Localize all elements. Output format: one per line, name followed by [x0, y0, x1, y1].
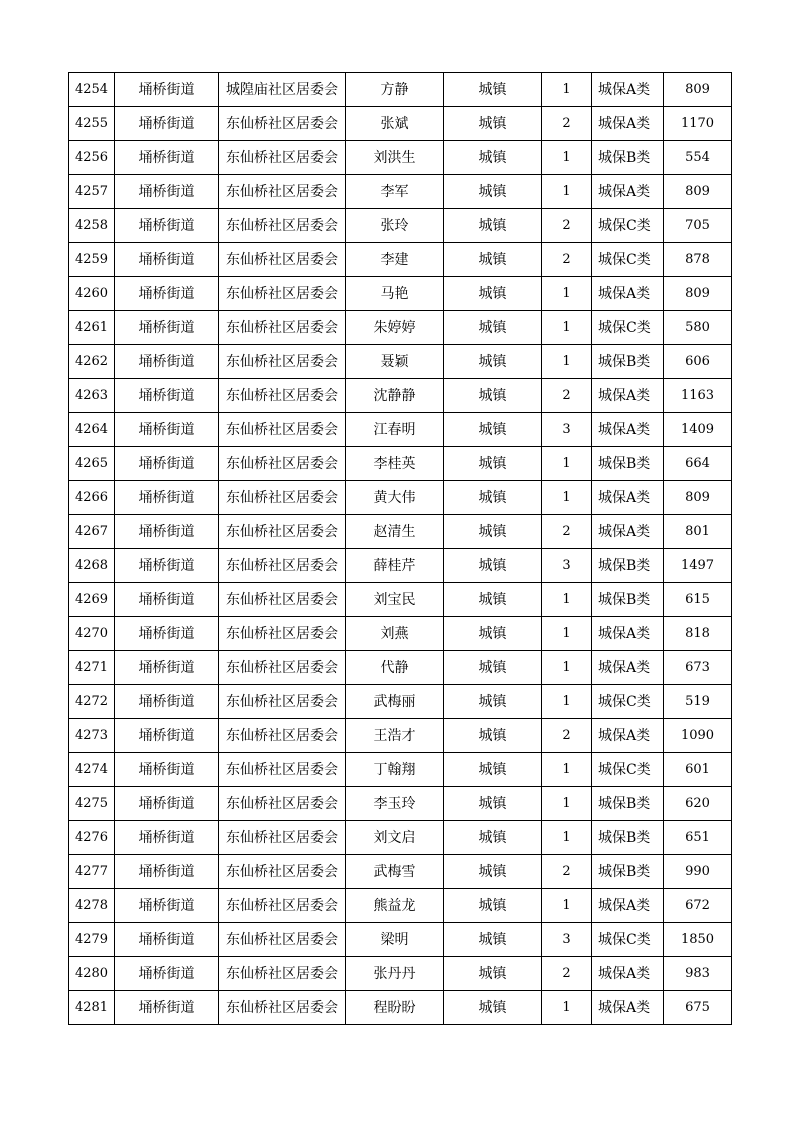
area-type-cell: 城镇 [444, 209, 542, 243]
category-cell: 城保B类 [592, 141, 664, 175]
street-cell: 埇桥街道 [115, 923, 219, 957]
category-cell: 城保B类 [592, 855, 664, 889]
table-row [69, 821, 732, 855]
community-cell: 城隍庙社区居委会 [219, 73, 346, 107]
community-cell: 东仙桥社区居委会 [219, 957, 346, 991]
community-cell: 东仙桥社区居委会 [219, 549, 346, 583]
table-row [69, 345, 732, 379]
street-cell: 埇桥街道 [115, 957, 219, 991]
street-cell: 埇桥街道 [115, 345, 219, 379]
person-name-cell: 武梅丽 [346, 685, 444, 719]
roster-table [68, 72, 732, 1025]
record-id-cell: 4258 [69, 209, 115, 243]
category-cell: 城保A类 [592, 175, 664, 209]
person-name-cell: 张玲 [346, 209, 444, 243]
person-name-cell: 梁明 [346, 923, 444, 957]
amount-cell: 606 [664, 345, 732, 379]
street-cell: 埇桥街道 [115, 753, 219, 787]
category-cell: 城保C类 [592, 243, 664, 277]
category-cell: 城保A类 [592, 481, 664, 515]
street-cell: 埇桥街道 [115, 515, 219, 549]
street-cell: 埇桥街道 [115, 821, 219, 855]
street-cell: 埇桥街道 [115, 209, 219, 243]
table-row [69, 141, 732, 175]
area-type-cell: 城镇 [444, 447, 542, 481]
community-cell: 东仙桥社区居委会 [219, 719, 346, 753]
household-count-cell: 2 [542, 209, 592, 243]
household-count-cell: 1 [542, 617, 592, 651]
table-row [69, 447, 732, 481]
street-cell: 埇桥街道 [115, 107, 219, 141]
amount-cell: 1170 [664, 107, 732, 141]
category-cell: 城保A类 [592, 413, 664, 447]
area-type-cell: 城镇 [444, 73, 542, 107]
street-cell: 埇桥街道 [115, 583, 219, 617]
record-id-cell: 4254 [69, 73, 115, 107]
category-cell: 城保A类 [592, 107, 664, 141]
community-cell: 东仙桥社区居委会 [219, 209, 346, 243]
amount-cell: 1163 [664, 379, 732, 413]
street-cell: 埇桥街道 [115, 787, 219, 821]
area-type-cell: 城镇 [444, 855, 542, 889]
area-type-cell: 城镇 [444, 311, 542, 345]
category-cell: 城保C类 [592, 753, 664, 787]
person-name-cell: 刘燕 [346, 617, 444, 651]
area-type-cell: 城镇 [444, 345, 542, 379]
category-cell: 城保A类 [592, 515, 664, 549]
person-name-cell: 聂颖 [346, 345, 444, 379]
person-name-cell: 刘文启 [346, 821, 444, 855]
category-cell: 城保B类 [592, 821, 664, 855]
amount-cell: 1409 [664, 413, 732, 447]
street-cell: 埇桥街道 [115, 719, 219, 753]
community-cell: 东仙桥社区居委会 [219, 379, 346, 413]
community-cell: 东仙桥社区居委会 [219, 991, 346, 1025]
household-count-cell: 1 [542, 311, 592, 345]
area-type-cell: 城镇 [444, 923, 542, 957]
street-cell: 埇桥街道 [115, 855, 219, 889]
household-count-cell: 3 [542, 923, 592, 957]
person-name-cell: 赵清生 [346, 515, 444, 549]
record-id-cell: 4271 [69, 651, 115, 685]
community-cell: 东仙桥社区居委会 [219, 175, 346, 209]
street-cell: 埇桥街道 [115, 481, 219, 515]
area-type-cell: 城镇 [444, 141, 542, 175]
household-count-cell: 1 [542, 447, 592, 481]
category-cell: 城保B类 [592, 549, 664, 583]
person-name-cell: 张斌 [346, 107, 444, 141]
record-id-cell: 4261 [69, 311, 115, 345]
area-type-cell: 城镇 [444, 243, 542, 277]
category-cell: 城保A类 [592, 651, 664, 685]
category-cell: 城保C类 [592, 923, 664, 957]
table-row [69, 957, 732, 991]
amount-cell: 664 [664, 447, 732, 481]
area-type-cell: 城镇 [444, 583, 542, 617]
amount-cell: 1850 [664, 923, 732, 957]
street-cell: 埇桥街道 [115, 311, 219, 345]
table-row [69, 787, 732, 821]
community-cell: 东仙桥社区居委会 [219, 821, 346, 855]
amount-cell: 809 [664, 481, 732, 515]
table-row [69, 243, 732, 277]
community-cell: 东仙桥社区居委会 [219, 923, 346, 957]
table-row [69, 379, 732, 413]
street-cell: 埇桥街道 [115, 175, 219, 209]
area-type-cell: 城镇 [444, 821, 542, 855]
person-name-cell: 代静 [346, 651, 444, 685]
category-cell: 城保A类 [592, 73, 664, 107]
street-cell: 埇桥街道 [115, 991, 219, 1025]
community-cell: 东仙桥社区居委会 [219, 753, 346, 787]
household-count-cell: 1 [542, 889, 592, 923]
person-name-cell: 李桂英 [346, 447, 444, 481]
household-count-cell: 1 [542, 651, 592, 685]
table-row [69, 413, 732, 447]
community-cell: 东仙桥社区居委会 [219, 311, 346, 345]
person-name-cell: 刘洪生 [346, 141, 444, 175]
amount-cell: 554 [664, 141, 732, 175]
category-cell: 城保A类 [592, 277, 664, 311]
household-count-cell: 1 [542, 345, 592, 379]
table-row [69, 175, 732, 209]
table-row [69, 617, 732, 651]
street-cell: 埇桥街道 [115, 889, 219, 923]
community-cell: 东仙桥社区居委会 [219, 685, 346, 719]
household-count-cell: 1 [542, 481, 592, 515]
household-count-cell: 3 [542, 549, 592, 583]
amount-cell: 615 [664, 583, 732, 617]
household-count-cell: 2 [542, 515, 592, 549]
record-id-cell: 4264 [69, 413, 115, 447]
community-cell: 东仙桥社区居委会 [219, 345, 346, 379]
category-cell: 城保B类 [592, 345, 664, 379]
community-cell: 东仙桥社区居委会 [219, 617, 346, 651]
record-id-cell: 4277 [69, 855, 115, 889]
table-row [69, 73, 732, 107]
area-type-cell: 城镇 [444, 107, 542, 141]
record-id-cell: 4267 [69, 515, 115, 549]
table-row [69, 277, 732, 311]
table-row [69, 583, 732, 617]
table-row [69, 923, 732, 957]
record-id-cell: 4266 [69, 481, 115, 515]
category-cell: 城保C类 [592, 685, 664, 719]
street-cell: 埇桥街道 [115, 685, 219, 719]
record-id-cell: 4269 [69, 583, 115, 617]
record-id-cell: 4268 [69, 549, 115, 583]
category-cell: 城保A类 [592, 617, 664, 651]
street-cell: 埇桥街道 [115, 73, 219, 107]
street-cell: 埇桥街道 [115, 549, 219, 583]
record-id-cell: 4257 [69, 175, 115, 209]
community-cell: 东仙桥社区居委会 [219, 243, 346, 277]
table-row [69, 855, 732, 889]
community-cell: 东仙桥社区居委会 [219, 413, 346, 447]
amount-cell: 1090 [664, 719, 732, 753]
street-cell: 埇桥街道 [115, 447, 219, 481]
record-id-cell: 4256 [69, 141, 115, 175]
household-count-cell: 1 [542, 141, 592, 175]
category-cell: 城保A类 [592, 719, 664, 753]
household-count-cell: 1 [542, 753, 592, 787]
record-id-cell: 4275 [69, 787, 115, 821]
table-row [69, 481, 732, 515]
table-row [69, 889, 732, 923]
household-count-cell: 1 [542, 175, 592, 209]
area-type-cell: 城镇 [444, 685, 542, 719]
record-id-cell: 4274 [69, 753, 115, 787]
amount-cell: 601 [664, 753, 732, 787]
area-type-cell: 城镇 [444, 991, 542, 1025]
area-type-cell: 城镇 [444, 787, 542, 821]
record-id-cell: 4255 [69, 107, 115, 141]
table-row [69, 991, 732, 1025]
street-cell: 埇桥街道 [115, 141, 219, 175]
area-type-cell: 城镇 [444, 277, 542, 311]
amount-cell: 809 [664, 73, 732, 107]
person-name-cell: 武梅雪 [346, 855, 444, 889]
record-id-cell: 4276 [69, 821, 115, 855]
person-name-cell: 朱婷婷 [346, 311, 444, 345]
category-cell: 城保A类 [592, 957, 664, 991]
amount-cell: 672 [664, 889, 732, 923]
amount-cell: 580 [664, 311, 732, 345]
person-name-cell: 黄大伟 [346, 481, 444, 515]
record-id-cell: 4278 [69, 889, 115, 923]
street-cell: 埇桥街道 [115, 413, 219, 447]
person-name-cell: 刘宝民 [346, 583, 444, 617]
category-cell: 城保B类 [592, 583, 664, 617]
household-count-cell: 1 [542, 583, 592, 617]
area-type-cell: 城镇 [444, 889, 542, 923]
area-type-cell: 城镇 [444, 379, 542, 413]
amount-cell: 809 [664, 277, 732, 311]
community-cell: 东仙桥社区居委会 [219, 481, 346, 515]
household-count-cell: 1 [542, 73, 592, 107]
household-count-cell: 1 [542, 821, 592, 855]
household-count-cell: 1 [542, 277, 592, 311]
record-id-cell: 4273 [69, 719, 115, 753]
table-row [69, 107, 732, 141]
category-cell: 城保B类 [592, 447, 664, 481]
street-cell: 埇桥街道 [115, 277, 219, 311]
amount-cell: 818 [664, 617, 732, 651]
amount-cell: 983 [664, 957, 732, 991]
street-cell: 埇桥街道 [115, 379, 219, 413]
household-count-cell: 3 [542, 413, 592, 447]
person-name-cell: 丁翰翔 [346, 753, 444, 787]
record-id-cell: 4260 [69, 277, 115, 311]
category-cell: 城保A类 [592, 991, 664, 1025]
community-cell: 东仙桥社区居委会 [219, 787, 346, 821]
amount-cell: 673 [664, 651, 732, 685]
area-type-cell: 城镇 [444, 481, 542, 515]
person-name-cell: 方静 [346, 73, 444, 107]
table-row [69, 549, 732, 583]
category-cell: 城保C类 [592, 209, 664, 243]
street-cell: 埇桥街道 [115, 651, 219, 685]
category-cell: 城保B类 [592, 787, 664, 821]
table-row [69, 685, 732, 719]
category-cell: 城保A类 [592, 379, 664, 413]
household-count-cell: 2 [542, 379, 592, 413]
person-name-cell: 熊益龙 [346, 889, 444, 923]
area-type-cell: 城镇 [444, 515, 542, 549]
table-row [69, 209, 732, 243]
amount-cell: 809 [664, 175, 732, 209]
area-type-cell: 城镇 [444, 651, 542, 685]
table-row [69, 651, 732, 685]
record-id-cell: 4263 [69, 379, 115, 413]
area-type-cell: 城镇 [444, 719, 542, 753]
record-id-cell: 4272 [69, 685, 115, 719]
community-cell: 东仙桥社区居委会 [219, 583, 346, 617]
table-row [69, 719, 732, 753]
record-id-cell: 4281 [69, 991, 115, 1025]
record-id-cell: 4265 [69, 447, 115, 481]
table-row [69, 753, 732, 787]
record-id-cell: 4270 [69, 617, 115, 651]
community-cell: 东仙桥社区居委会 [219, 107, 346, 141]
amount-cell: 878 [664, 243, 732, 277]
household-count-cell: 2 [542, 855, 592, 889]
household-count-cell: 1 [542, 991, 592, 1025]
household-count-cell: 2 [542, 243, 592, 277]
community-cell: 东仙桥社区居委会 [219, 889, 346, 923]
person-name-cell: 李玉玲 [346, 787, 444, 821]
household-count-cell: 1 [542, 787, 592, 821]
record-id-cell: 4259 [69, 243, 115, 277]
area-type-cell: 城镇 [444, 617, 542, 651]
street-cell: 埇桥街道 [115, 243, 219, 277]
table-row [69, 515, 732, 549]
household-count-cell: 2 [542, 107, 592, 141]
amount-cell: 519 [664, 685, 732, 719]
record-id-cell: 4280 [69, 957, 115, 991]
person-name-cell: 薛桂芹 [346, 549, 444, 583]
community-cell: 东仙桥社区居委会 [219, 141, 346, 175]
community-cell: 东仙桥社区居委会 [219, 651, 346, 685]
street-cell: 埇桥街道 [115, 617, 219, 651]
community-cell: 东仙桥社区居委会 [219, 515, 346, 549]
area-type-cell: 城镇 [444, 957, 542, 991]
amount-cell: 651 [664, 821, 732, 855]
household-count-cell: 1 [542, 685, 592, 719]
community-cell: 东仙桥社区居委会 [219, 277, 346, 311]
person-name-cell: 李军 [346, 175, 444, 209]
area-type-cell: 城镇 [444, 413, 542, 447]
community-cell: 东仙桥社区居委会 [219, 447, 346, 481]
community-cell: 东仙桥社区居委会 [219, 855, 346, 889]
amount-cell: 990 [664, 855, 732, 889]
amount-cell: 675 [664, 991, 732, 1025]
person-name-cell: 江春明 [346, 413, 444, 447]
record-id-cell: 4262 [69, 345, 115, 379]
record-id-cell: 4279 [69, 923, 115, 957]
area-type-cell: 城镇 [444, 175, 542, 209]
person-name-cell: 张丹丹 [346, 957, 444, 991]
person-name-cell: 程盼盼 [346, 991, 444, 1025]
area-type-cell: 城镇 [444, 753, 542, 787]
roster-body [69, 73, 732, 1025]
household-count-cell: 2 [542, 719, 592, 753]
amount-cell: 620 [664, 787, 732, 821]
person-name-cell: 沈静静 [346, 379, 444, 413]
category-cell: 城保C类 [592, 311, 664, 345]
person-name-cell: 马艳 [346, 277, 444, 311]
household-count-cell: 2 [542, 957, 592, 991]
amount-cell: 1497 [664, 549, 732, 583]
category-cell: 城保A类 [592, 889, 664, 923]
amount-cell: 705 [664, 209, 732, 243]
table-row [69, 311, 732, 345]
amount-cell: 801 [664, 515, 732, 549]
person-name-cell: 王浩才 [346, 719, 444, 753]
person-name-cell: 李建 [346, 243, 444, 277]
area-type-cell: 城镇 [444, 549, 542, 583]
